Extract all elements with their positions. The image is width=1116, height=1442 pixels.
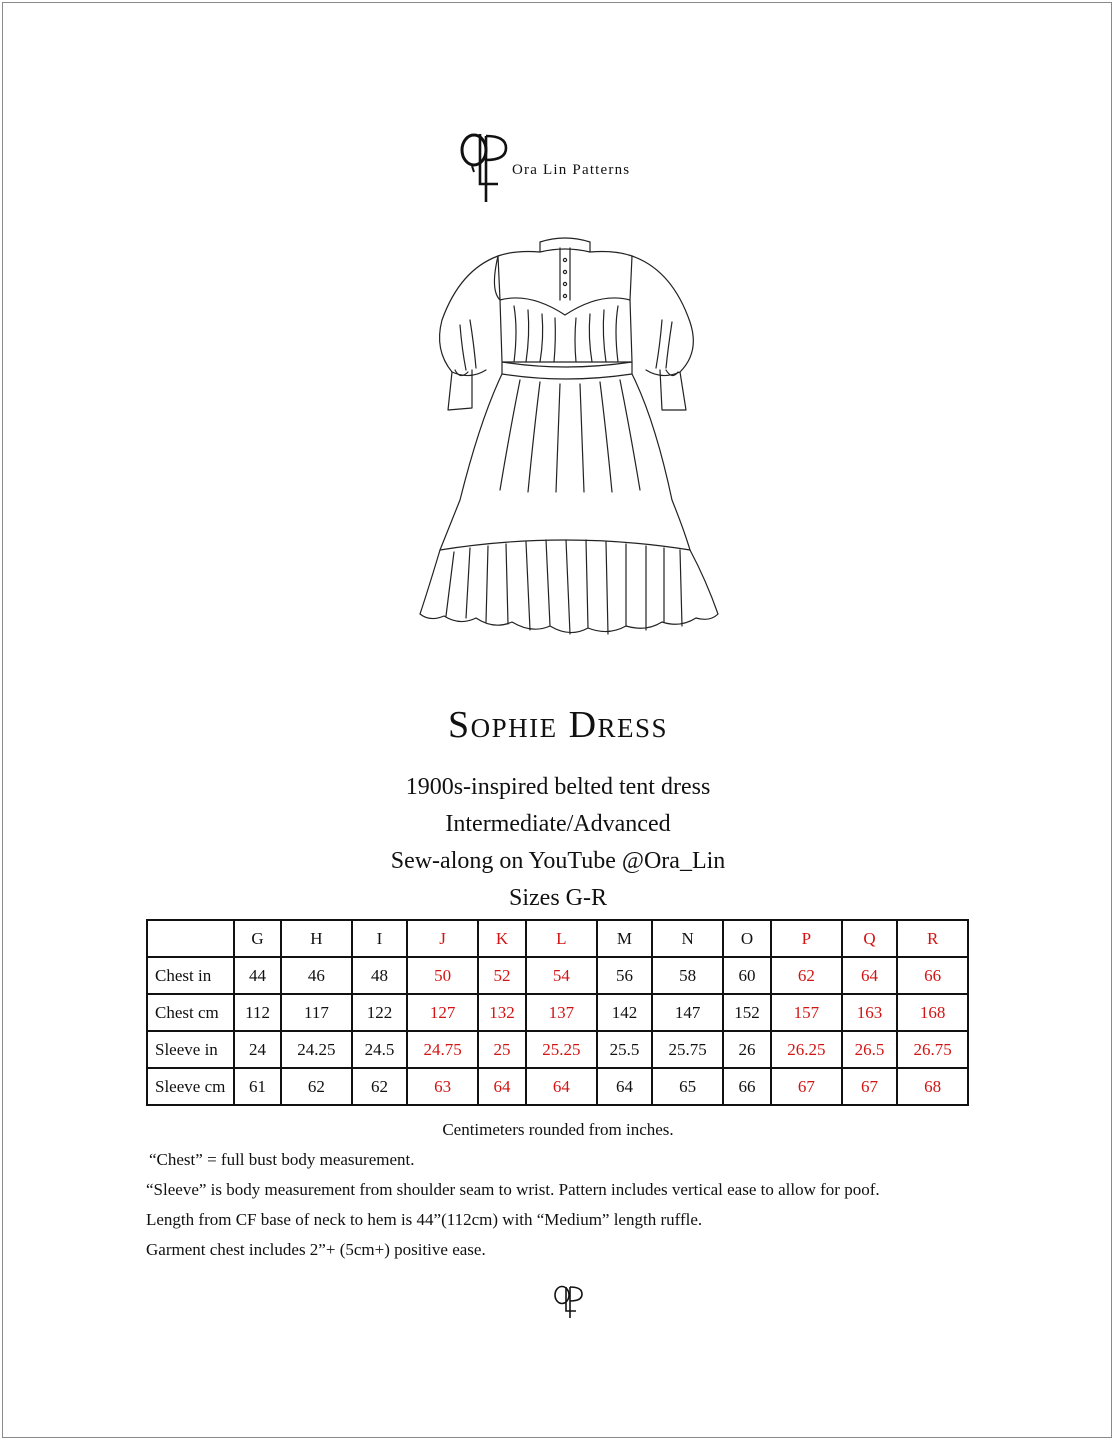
table-cell: 137 [526, 994, 597, 1031]
table-cell: 64 [842, 957, 898, 994]
table-cell: 63 [407, 1068, 478, 1105]
page-title: Sophie Dress [447, 704, 669, 746]
size-header: M [597, 920, 653, 957]
table-cell: 25 [478, 1031, 526, 1068]
row-label: Chest cm [147, 994, 234, 1031]
size-header: P [771, 920, 842, 957]
table-cell: 64 [526, 1068, 597, 1105]
table-cell: 132 [478, 994, 526, 1031]
table-cell: 168 [897, 994, 968, 1031]
table-cell: 66 [897, 957, 968, 994]
table-cell: 60 [723, 957, 771, 994]
table-cell: 157 [771, 994, 842, 1031]
table-cell: 26.25 [771, 1031, 842, 1068]
table-cell: 163 [842, 994, 898, 1031]
table-cell: 52 [478, 957, 526, 994]
table-cell: 48 [352, 957, 408, 994]
table-row [147, 1068, 968, 1105]
table-cell: 147 [652, 994, 723, 1031]
table-cell: 26.75 [897, 1031, 968, 1068]
table-cell: 68 [897, 1068, 968, 1105]
table-cell: 62 [352, 1068, 408, 1105]
table-cell: 24 [234, 1031, 281, 1068]
size-header: R [897, 920, 968, 957]
table-cell: 46 [281, 957, 352, 994]
table-cell: 25.25 [526, 1031, 597, 1068]
table-cell: 24.5 [352, 1031, 408, 1068]
table-cell: 44 [234, 957, 281, 994]
size-header: Q [842, 920, 898, 957]
subtitle-size-range: Sizes G-R [509, 885, 607, 911]
sleeve-note: “Sleeve” is body measurement from shoulder seam to wrist. Pattern includes vertical ease to allow for poof. [146, 1180, 880, 1199]
size-header: N [652, 920, 723, 957]
table-cell: 56 [597, 957, 653, 994]
ease-note: Garment chest includes 2”+ (5cm+) positive ease. [146, 1240, 486, 1259]
footer-monogram-icon [552, 1283, 588, 1319]
table-cell: 64 [597, 1068, 653, 1105]
table-cell: 67 [771, 1068, 842, 1105]
subtitle-description: 1900s-inspired belted tent dress [405, 774, 711, 800]
size-header: I [352, 920, 408, 957]
size-header: K [478, 920, 526, 957]
table-cell: 61 [234, 1068, 281, 1105]
size-header: J [407, 920, 478, 957]
table-cell: 64 [478, 1068, 526, 1105]
table-cell: 65 [652, 1068, 723, 1105]
row-label: Chest in [147, 957, 234, 994]
table-cell: 67 [842, 1068, 898, 1105]
table-cell: 25.5 [597, 1031, 653, 1068]
table-cell: 117 [281, 994, 352, 1031]
size-chart-table [146, 919, 969, 1106]
brand-name: Ora Lin Patterns [512, 162, 631, 178]
subtitle-sew-along: Sew-along on YouTube @Ora_Lin [390, 848, 726, 874]
table-row [147, 994, 968, 1031]
table-cell: 24.25 [281, 1031, 352, 1068]
chest-note: “Chest” = full bust body measurement. [149, 1150, 415, 1169]
table-cell: 50 [407, 957, 478, 994]
table-cell: 26 [723, 1031, 771, 1068]
table-cell: 54 [526, 957, 597, 994]
table-cell: 24.75 [407, 1031, 478, 1068]
rounding-note: Centimeters rounded from inches. [442, 1120, 674, 1139]
size-header: H [281, 920, 352, 957]
table-row [147, 1031, 968, 1068]
table-cell: 58 [652, 957, 723, 994]
size-header: G [234, 920, 281, 957]
brand-logo [458, 128, 678, 206]
length-note: Length from CF base of neck to hem is 44”(112cm) with “Medium” length ruffle. [146, 1210, 703, 1229]
table-cell: 142 [597, 994, 653, 1031]
subtitle-difficulty: Intermediate/Advanced [445, 811, 671, 837]
olp-monogram-icon [458, 128, 514, 204]
table-cell: 152 [723, 994, 771, 1031]
table-cell: 112 [234, 994, 281, 1031]
row-label: Sleeve cm [147, 1068, 234, 1105]
table-cell: 62 [281, 1068, 352, 1105]
dress-line-drawing [410, 230, 730, 650]
table-corner-cell [147, 920, 234, 957]
table-header-row [147, 920, 968, 957]
table-cell: 127 [407, 994, 478, 1031]
row-label: Sleeve in [147, 1031, 234, 1068]
table-cell: 66 [723, 1068, 771, 1105]
table-row [147, 957, 968, 994]
size-header: L [526, 920, 597, 957]
table-cell: 25.75 [652, 1031, 723, 1068]
table-cell: 122 [352, 994, 408, 1031]
table-cell: 26.5 [842, 1031, 898, 1068]
table-cell: 62 [771, 957, 842, 994]
size-header: O [723, 920, 771, 957]
